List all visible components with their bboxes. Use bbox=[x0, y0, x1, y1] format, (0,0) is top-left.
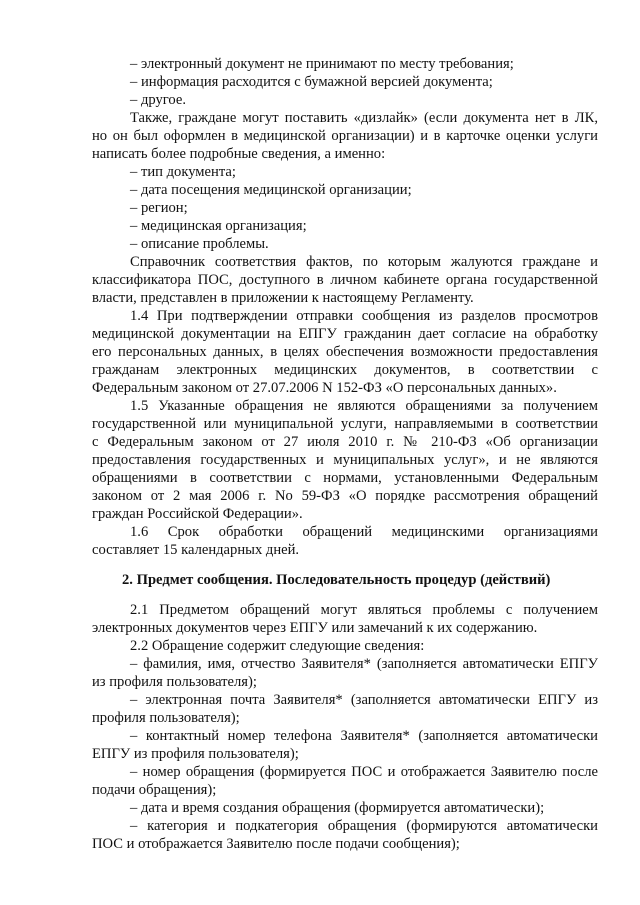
list-item: – другое. bbox=[130, 92, 186, 108]
list-item: – фамилия, имя, отчество Заявителя* (заполняется автоматически ЕПГУ bbox=[130, 656, 598, 672]
paragraph-line: 1.6 Срок обработки обращений медицинскими организациями bbox=[130, 524, 598, 540]
list-item: – регион; bbox=[130, 200, 188, 216]
paragraph-line: предоставления государственных и муниципальных услуг», и не являются bbox=[92, 452, 598, 468]
paragraph-line: законом от 2 мая 2006 г. No 59-ФЗ «О порядке рассмотрения обращений bbox=[92, 488, 598, 504]
paragraph-line: 2.2 Обращение содержит следующие сведения: bbox=[130, 638, 425, 654]
list-item: – дата посещения медицинской организации; bbox=[130, 182, 412, 198]
list-item: – контактный номер телефона Заявителя* (заполняется автоматически bbox=[130, 728, 598, 744]
list-item-continuation: ПОС и отображается Заявителю после подачи сообщения); bbox=[92, 836, 460, 852]
paragraph-line: власти, представлен в приложении к настоящему Регламенту. bbox=[92, 290, 474, 306]
list-item: – категория и подкатегория обращения (формируются автоматически bbox=[130, 818, 598, 834]
paragraph-line: с Федеральным законом от 27 июля 2010 г. № 210-ФЗ «Об организации bbox=[92, 434, 598, 450]
section-heading: 2. Предмет сообщения. Последовательность процедур (действий) bbox=[122, 572, 551, 588]
list-item-continuation: подачи обращения); bbox=[92, 782, 217, 798]
paragraph-line: 2.1 Предметом обращений могут являться проблемы с получением bbox=[130, 602, 598, 618]
paragraph-line: Также, граждане могут поставить «дизлайк» (если документа нет в ЛК, bbox=[130, 110, 598, 126]
list-item: – тип документа; bbox=[130, 164, 236, 180]
list-item: – описание проблемы. bbox=[130, 236, 269, 252]
paragraph-line: написать более подробные сведения, а именно: bbox=[92, 146, 386, 162]
paragraph-line: его персональных данных, в целях обеспечения возможности предоставления bbox=[92, 344, 598, 360]
paragraph-line: медицинской документации на ЕПГУ гражданин дает согласие на обработку bbox=[92, 326, 598, 342]
list-item: – дата и время создания обращения (формируется автоматически); bbox=[130, 800, 545, 816]
paragraph-line: но он был оформлен в медицинской организации) и в карточке оценки услуги bbox=[92, 128, 598, 144]
list-item-continuation: из профиля пользователя); bbox=[92, 674, 257, 690]
paragraph-line: составляет 15 календарных дней. bbox=[92, 542, 300, 558]
list-item: – номер обращения (формируется ПОС и отображается Заявителю после bbox=[130, 764, 598, 780]
paragraph-line: обращениями в соответствии с нормами, установленными Федеральным bbox=[92, 470, 598, 486]
paragraph-line: гражданам электронных медицинских документов, в соответствии с bbox=[92, 362, 598, 378]
paragraph-line: 1.4 При подтверждении отправки сообщения из разделов просмотров bbox=[130, 308, 598, 324]
paragraph-line: электронных документов через ЕПГУ или замечаний к их содержанию. bbox=[92, 620, 538, 636]
list-item: – электронная почта Заявителя* (заполняется автоматически ЕПГУ из bbox=[130, 692, 598, 708]
paragraph-line: 1.5 Указанные обращения не являются обращениями за получением bbox=[130, 398, 598, 414]
paragraph-line: Федеральным законом от 27.07.2006 N 152-ФЗ «О персональных данных». bbox=[92, 380, 557, 396]
paragraph-line: классификатора ПОС, доступного в личном кабинете органа государственной bbox=[92, 272, 598, 288]
list-item: – электронный документ не принимают по месту требования; bbox=[130, 56, 514, 72]
list-item: – медицинская организация; bbox=[130, 218, 307, 234]
paragraph-line: граждан Российской Федерации». bbox=[92, 506, 303, 522]
list-item-continuation: ЕПГУ из профиля пользователя); bbox=[92, 746, 299, 762]
list-item-continuation: профиля пользователя); bbox=[92, 710, 240, 726]
paragraph-line: Справочник соответствия фактов, по которым жалуются граждане и bbox=[130, 254, 598, 270]
paragraph-line: государственной или муниципальной услуги, направляемыми в соответствии bbox=[92, 416, 598, 432]
list-item: – информация расходится с бумажной версией документа; bbox=[130, 74, 493, 90]
